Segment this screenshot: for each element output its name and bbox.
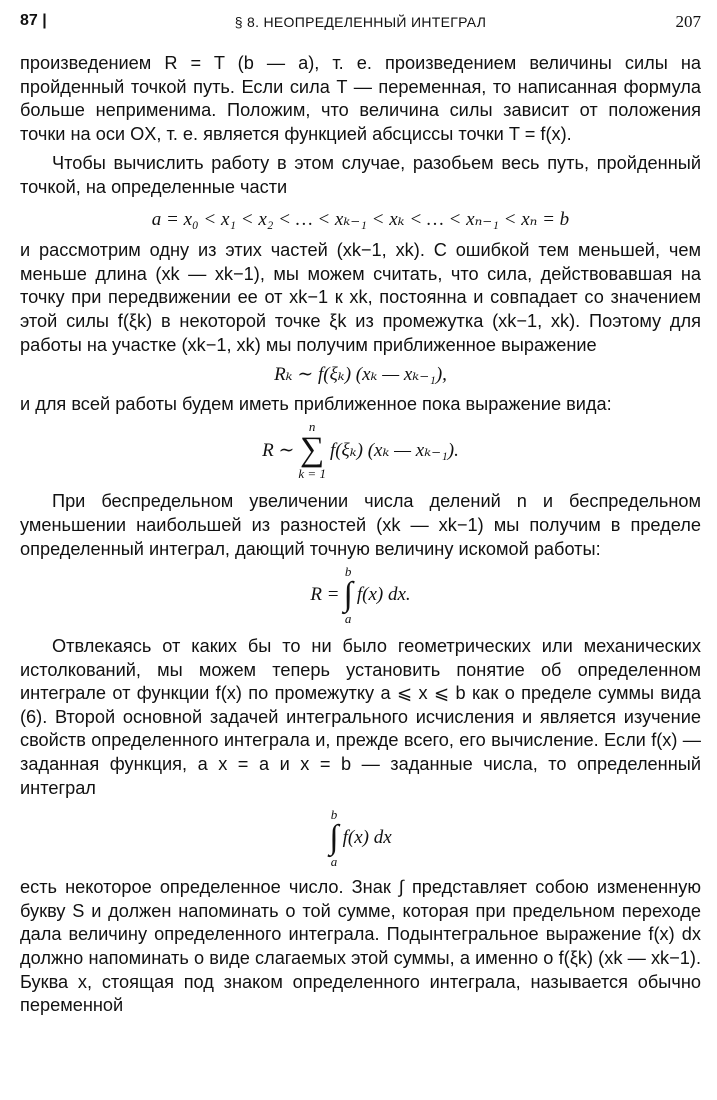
paragraph-5: При беспредельном увеличении числа делений n и беспредельном уменьшении наибольшей из разностей (xk — xk−1) мы получим в пределе определенный интеграл, дающий точную величину искомой работы: [20, 491, 701, 559]
integral-lhs: R = [310, 584, 340, 606]
formula-integral [20, 565, 701, 625]
page-marker-left: 87 | [20, 12, 47, 29]
sum-lower-limit: k = 1 [298, 466, 326, 482]
paragraph-3: и рассмотрим одну из этих частей (xk−1, xk). С ошибкой тем меньшей, чем меньше длина (xk — xk−1), мы можем считать, что сила, действовавшая на точку при передвижении ее от xk−1 к xk, постоянна и совпадает со значением этой силы f(ξk) в некоторой точке ξk из промежутка (xk−1, xk). Поэтому для работы на участке (xk−1, xk) мы получим приближенное выражение [20, 240, 701, 355]
sigma-icon: ∑ [300, 431, 325, 469]
page-header [20, 12, 701, 38]
integral-icon-2: ∫ [329, 819, 339, 857]
paragraph-4: и для всей работы будем иметь приближенное пока выражение вида: [20, 393, 612, 414]
integral-sign [344, 565, 353, 625]
sum-body: f(ξₖ) (xₖ — xₖ₋₁). [329, 439, 459, 461]
integral2-lower-limit: a [330, 854, 338, 870]
paragraph-2: Чтобы вычислить работу в этом случае, разобьем весь путь, пройденный точкой, на определенные части [20, 153, 701, 197]
formula-approx-term: Rₖ ∼ f(ξₖ) (xₖ — xₖ₋₁), [274, 364, 447, 386]
paragraph-7: есть некоторое определенное число. Знак ∫ представляет собою измененную букву S и должен напоминать о той сумме, которая при предельном переходе дала величину определенного интеграла. Подынтегральное выражение f(x) dx должно напоминать о виде слагаемых этой суммы, а именно о f(ξk) (xk — xk−1). Буква x, стоящая под знаком определенного интеграла, называется обычно переменной [20, 877, 701, 1016]
integral2-body: f(x) dx [342, 827, 392, 849]
sigma-sign [298, 420, 326, 480]
integral-body: f(x) dx. [356, 584, 411, 606]
page-number: 207 [675, 12, 701, 31]
section-title: § 8. НЕОПРЕДЕЛЕННЫЙ ИНТЕГРАЛ [234, 14, 487, 30]
formula-partition: a = x₀ < x₁ < x₂ < … < xₖ₋₁ < xₖ < … < xₙ₋₁ < xₙ = b [151, 208, 570, 230]
sum-lhs: R ∼ [262, 439, 295, 461]
sum-upper-limit: n [308, 419, 316, 435]
formula-integral-2 [20, 802, 701, 868]
paragraph-6: Отвлекаясь от каких бы то ни было геометрических или механических истолкований, мы можем теперь установить понятие об определенном интеграле от функции f(x) по промежутку a ⩽ x ⩽ b как о пределе суммы вида (6). Второй основной задачей интегрального исчисления и является изучение свойств определенного интеграла и, прежде всего, его вычисление. Если f(x) — заданная функция, а x = a и x = b — заданные числа, то определенный интеграл [20, 636, 701, 798]
formula-sum [20, 420, 701, 480]
paragraph-1: произведением R = T (b — a), т. е. произведением величины силы на пройденный точкой путь. Если сила T — переменная, то написанная формула больше неприменима. Положим, что величина силы зависит от положения точки на оси OX, т. е. является функцией абсциссы точки T = f(x). [20, 53, 701, 144]
page-body [20, 52, 701, 1018]
integral-sign-2 [329, 808, 338, 868]
integral-lower-limit: a [344, 611, 352, 627]
integral2-upper-limit: b [330, 807, 338, 823]
integral-upper-limit: b [344, 564, 352, 580]
integral-icon: ∫ [343, 576, 353, 614]
